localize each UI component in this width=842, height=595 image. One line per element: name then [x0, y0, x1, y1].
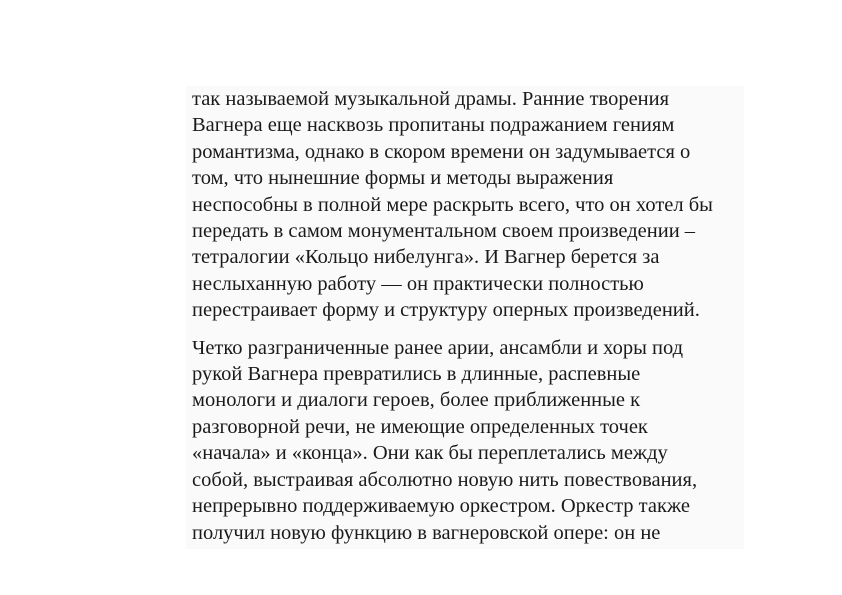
paragraph-gap [192, 324, 744, 335]
text-line: неспособны в полной мере раскрыть всего, что он хотел бы [192, 193, 713, 216]
text-line: собой, выстраивая абсолютно новую нить повествования, [192, 468, 698, 491]
text-line: тетралогии «Кольцо нибелунга». И Вагнер берется за [192, 246, 660, 269]
text-line: передать в самом монументальном своем произведении – [192, 220, 696, 243]
text-line: так называемой музыкальной драмы. Ранние творения [192, 88, 670, 110]
paragraph-2 [192, 335, 744, 546]
paragraph-1 [192, 86, 744, 324]
text-line: перестраивает форму и структуру оперных произведений. [192, 299, 700, 322]
text-line: разговорной речи, не имеющие определенных точек [192, 415, 648, 438]
text-line: непрерывно поддерживаемую оркестром. Оркестр также [192, 495, 690, 518]
text-line: неслыханную работу — он практически полностью [192, 272, 644, 295]
text-line: Вагнера еще насквозь пропитаны подражанием гениям [192, 114, 675, 137]
text-line: том, что нынешние формы и методы выражения [192, 167, 614, 190]
text-line: получил новую функцию в вагнеровской опере: он не [192, 521, 661, 544]
text-line: Четко разграниченные ранее арии, ансамбли и хоры под [192, 336, 684, 359]
text-line: рукой Вагнера превратились в длинные, распевные [192, 363, 641, 386]
text-line: «начала» и «конца». Они как бы переплетались между [192, 442, 668, 465]
document-text-block [186, 86, 744, 549]
text-line: романтизма, однако в скором времени он задумывается о [192, 140, 691, 163]
text-line: монологи и диалоги героев, более приближенные к [192, 389, 641, 412]
